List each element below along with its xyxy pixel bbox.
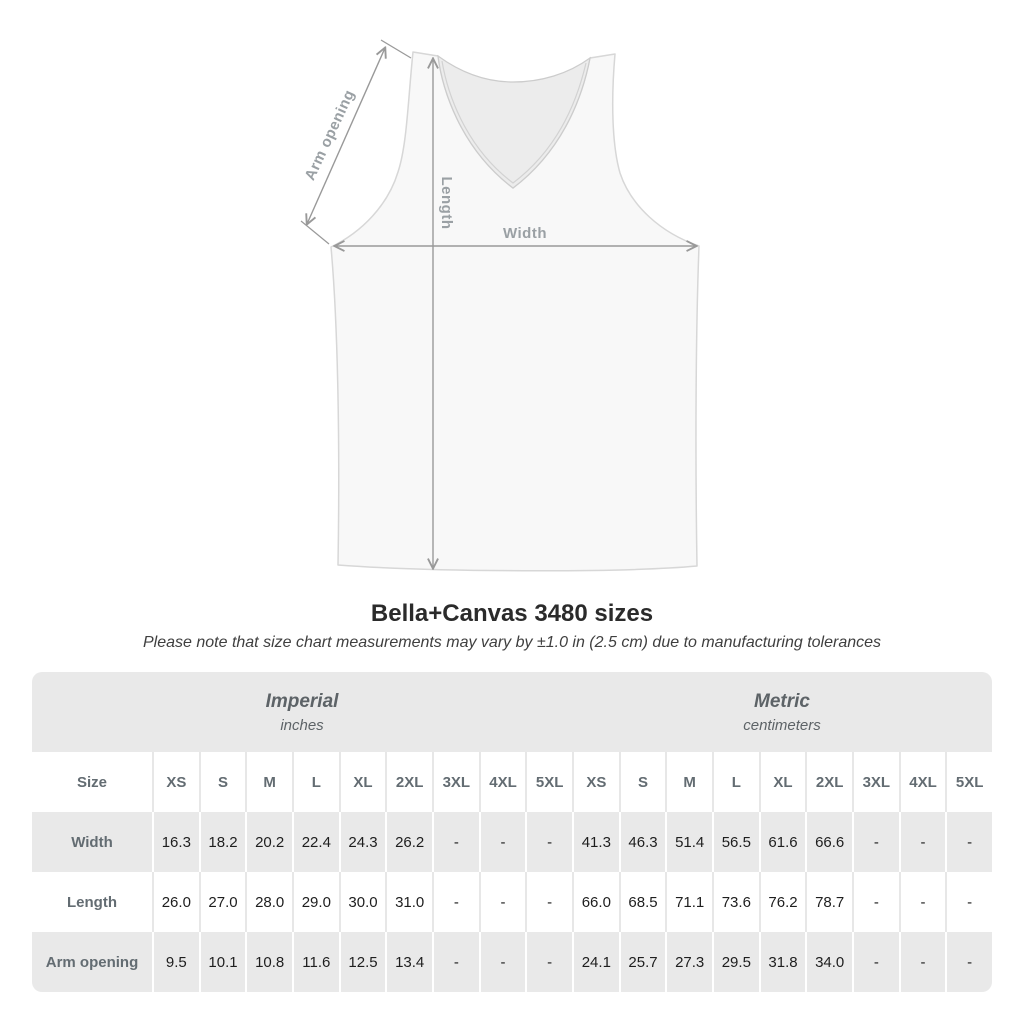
cell-arm-opening-metric-xl: 31.8 [759, 932, 806, 992]
cell-arm-opening-imperial-s: 10.1 [199, 932, 246, 992]
cell-length-metric-s: 68.5 [619, 872, 666, 932]
arm-opening-tick-top [381, 40, 411, 58]
size-header-imperial-s: S [199, 752, 246, 812]
row-arm-opening [32, 932, 992, 992]
cell-arm-opening-imperial-m: 10.8 [245, 932, 292, 992]
cell-width-imperial-s: 18.2 [199, 812, 246, 872]
cell-arm-opening-metric-l: 29.5 [712, 932, 759, 992]
width-label: Width [502, 225, 548, 242]
cell-arm-opening-metric-s: 25.7 [619, 932, 666, 992]
cell-width-metric-s: 46.3 [619, 812, 666, 872]
size-header-metric-m: M [665, 752, 712, 812]
length-label: Length [438, 176, 455, 230]
cell-arm-opening-metric-xs: 24.1 [572, 932, 619, 992]
cell-arm-opening-imperial-xl: 12.5 [339, 932, 386, 992]
cell-length-imperial-2xl: 31.0 [385, 872, 432, 932]
cell-arm-opening-imperial-5xl: - [525, 932, 572, 992]
size-header-imperial-4xl: 4XL [479, 752, 526, 812]
size-header-metric-5xl: 5XL [945, 752, 992, 812]
cell-length-imperial-xs: 26.0 [152, 872, 199, 932]
row-length [32, 872, 992, 932]
cell-arm-opening-imperial-xs: 9.5 [152, 932, 199, 992]
cell-length-imperial-l: 29.0 [292, 872, 339, 932]
cell-arm-opening-imperial-4xl: - [479, 932, 526, 992]
size-header-metric-3xl: 3XL [852, 752, 899, 812]
cell-arm-opening-metric-4xl: - [899, 932, 946, 992]
cell-width-imperial-xs: 16.3 [152, 812, 199, 872]
row-label-length: Length [67, 893, 117, 911]
arm-opening-label: Arm opening [301, 87, 359, 184]
cell-width-metric-2xl: 66.6 [805, 812, 852, 872]
cell-length-metric-4xl: - [899, 872, 946, 932]
cell-length-metric-m: 71.1 [665, 872, 712, 932]
cell-width-metric-3xl: - [852, 812, 899, 872]
arm-opening-arrow [307, 48, 385, 224]
size-header-row [32, 752, 992, 812]
cell-arm-opening-metric-m: 27.3 [665, 932, 712, 992]
cell-length-imperial-3xl: - [432, 872, 479, 932]
cell-width-imperial-3xl: - [432, 812, 479, 872]
cell-width-imperial-2xl: 26.2 [385, 812, 432, 872]
cell-width-metric-m: 51.4 [665, 812, 712, 872]
cell-width-metric-xs: 41.3 [572, 812, 619, 872]
cell-width-imperial-l: 22.4 [292, 812, 339, 872]
size-header-metric-xl: XL [759, 752, 806, 812]
cell-length-imperial-5xl: - [525, 872, 572, 932]
cell-arm-opening-imperial-2xl: 13.4 [385, 932, 432, 992]
cell-arm-opening-metric-3xl: - [852, 932, 899, 992]
tolerance-note: Please note that size chart measurements may vary by ±1.0 in (2.5 cm) due to manufacturing tolerances [142, 634, 882, 651]
size-header-imperial-3xl: 3XL [432, 752, 479, 812]
cell-arm-opening-metric-2xl: 34.0 [805, 932, 852, 992]
size-header-metric-s: S [619, 752, 666, 812]
cell-length-metric-xs: 66.0 [572, 872, 619, 932]
size-header-metric-2xl: 2XL [805, 752, 852, 812]
cell-width-imperial-5xl: - [525, 812, 572, 872]
metric-unit: centimeters [743, 716, 821, 734]
cell-arm-opening-imperial-l: 11.6 [292, 932, 339, 992]
unit-header-row [32, 672, 992, 752]
size-header-metric-4xl: 4XL [899, 752, 946, 812]
cell-length-imperial-s: 27.0 [199, 872, 246, 932]
size-header-imperial-5xl: 5XL [525, 752, 572, 812]
cell-width-imperial-4xl: - [479, 812, 526, 872]
size-header-metric-l: L [712, 752, 759, 812]
imperial-header [32, 672, 572, 752]
cell-width-imperial-m: 20.2 [245, 812, 292, 872]
size-header-metric-xs: XS [572, 752, 619, 812]
cell-width-metric-l: 56.5 [712, 812, 759, 872]
size-header-imperial-xl: XL [339, 752, 386, 812]
tank-top-illustration [290, 25, 730, 585]
cell-length-imperial-m: 28.0 [245, 872, 292, 932]
metric-label: Metric [754, 690, 810, 712]
cell-length-metric-xl: 76.2 [759, 872, 806, 932]
cell-length-imperial-xl: 30.0 [339, 872, 386, 932]
size-header-imperial-2xl: 2XL [385, 752, 432, 812]
metric-header [572, 672, 992, 752]
cell-length-metric-3xl: - [852, 872, 899, 932]
cell-arm-opening-imperial-3xl: - [432, 932, 479, 992]
cell-width-metric-5xl: - [945, 812, 992, 872]
row-label-width: Width [71, 833, 113, 851]
cell-width-metric-xl: 61.6 [759, 812, 806, 872]
cell-width-metric-4xl: - [899, 812, 946, 872]
cell-length-metric-2xl: 78.7 [805, 872, 852, 932]
imperial-unit: inches [280, 716, 324, 734]
size-header-imperial-m: M [245, 752, 292, 812]
size-column-label: Size [76, 773, 107, 791]
size-table [32, 672, 992, 992]
page-title: Bella+Canvas 3480 sizes [370, 600, 654, 627]
cell-length-metric-5xl: - [945, 872, 992, 932]
row-label-arm-opening: Arm opening [45, 953, 139, 971]
cell-length-metric-l: 73.6 [712, 872, 759, 932]
cell-arm-opening-metric-5xl: - [945, 932, 992, 992]
size-header-imperial-xs: XS [152, 752, 199, 812]
cell-length-imperial-4xl: - [479, 872, 526, 932]
size-header-imperial-l: L [292, 752, 339, 812]
imperial-label: Imperial [265, 690, 339, 712]
cell-width-imperial-xl: 24.3 [339, 812, 386, 872]
row-width [32, 812, 992, 872]
arm-opening-tick-bottom [301, 221, 329, 244]
